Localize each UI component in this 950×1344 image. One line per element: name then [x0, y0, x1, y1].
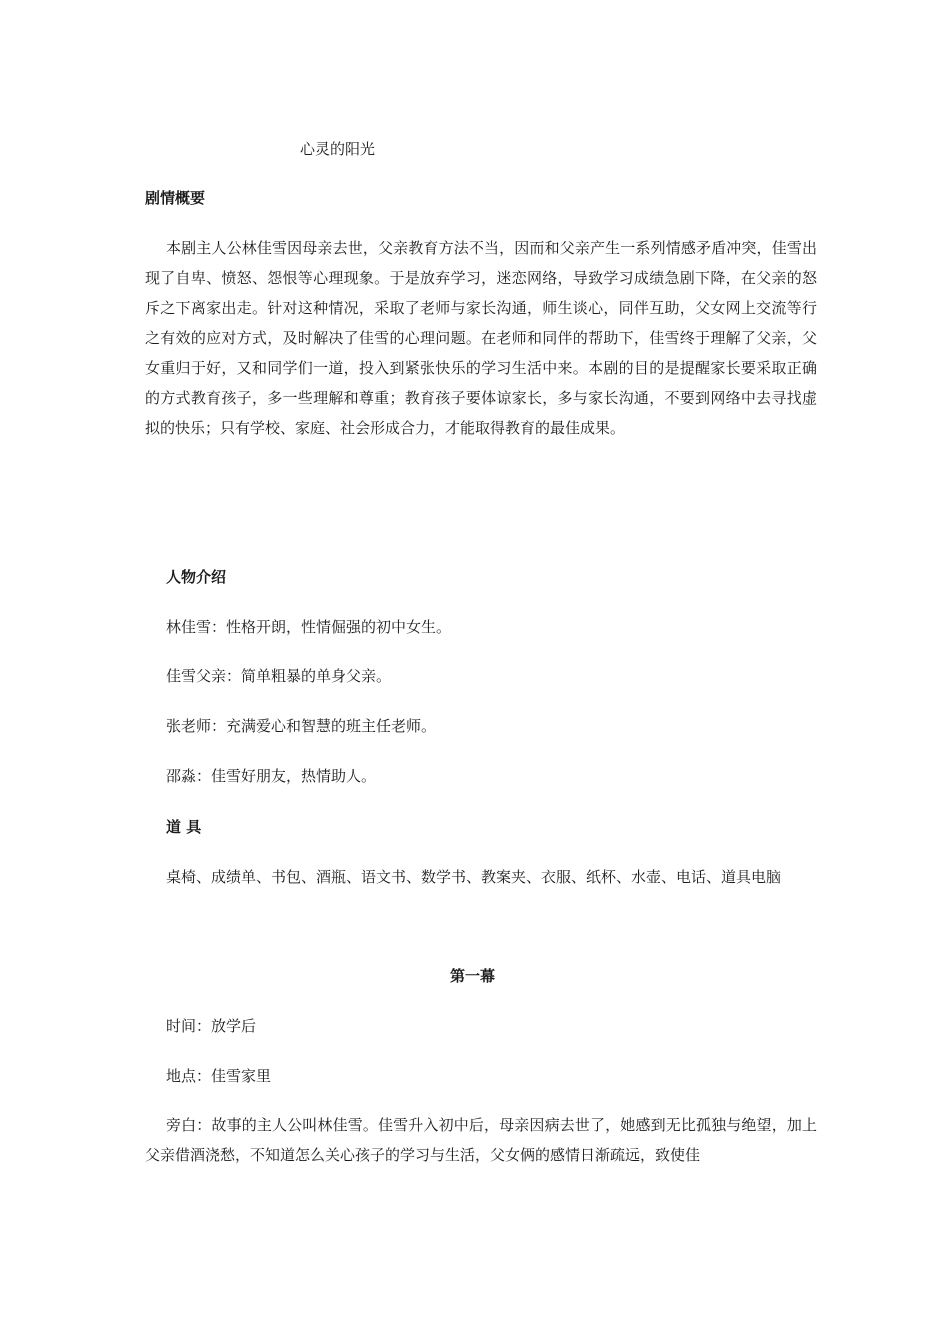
document-title: 心灵的阳光	[300, 140, 376, 158]
summary-heading: 剧情概要	[145, 189, 206, 207]
character-line: 邵淼：佳雪好朋友，热情助人。	[166, 767, 377, 785]
act-title: 第一幕	[450, 967, 496, 985]
props-list: 桌椅、成绩单、书包、酒瓶、语文书、数学书、教案夹、衣服、纸杯、水壶、电话、道具电脑	[166, 868, 782, 886]
props-heading: 道 具	[166, 818, 202, 836]
character-line: 张老师：充满爱心和智慧的班主任老师。	[166, 717, 437, 735]
character-line: 林佳雪：性格开朗，性情倔强的初中女生。	[166, 618, 452, 636]
place-line: 地点：佳雪家里	[166, 1067, 272, 1085]
time-line: 时间：放学后	[166, 1017, 257, 1035]
narration-paragraph: 旁白：故事的主人公叫林佳雪。佳雪升入初中后，母亲因病去世了，她感到无比孤独与绝望，加上父亲借酒浇愁，不知道怎么关心孩子的学习与生活，父女俩的感情日渐疏远，致使佳	[145, 1116, 817, 1164]
summary-paragraph: 本剧主人公林佳雪因母亲去世，父亲教育方法不当，因而和父亲产生一系列情感矛盾冲突，佳雪出现了自卑、愤怒、怨恨等心理现象。于是放弃学习，迷恋网络，导致学习成绩急剧下降，在父亲的怒斥之下离家出走。针对这种情况，采取了老师与家长沟通，师生谈心，同伴互助，父女网上交流等行之有效的应对方式，及时解决了佳雪的心理问题。在老师和同伴的帮助下，佳雪终于理解了父亲，父女重归于好，又和同学们一道，投入到紧张快乐的学习生活中来。本剧的目的是提醒家长要采取正确的方式教育孩子，多一些理解和尊重；教育孩子要体谅家长，多与家长沟通，不要到网络中去寻找虚拟的快乐；只有学校、家庭、社会形成合力，才能取得教育的最佳成果。	[145, 239, 817, 437]
character-line: 佳雪父亲：简单粗暴的单身父亲。	[166, 667, 392, 685]
characters-heading: 人物介绍	[166, 568, 227, 586]
